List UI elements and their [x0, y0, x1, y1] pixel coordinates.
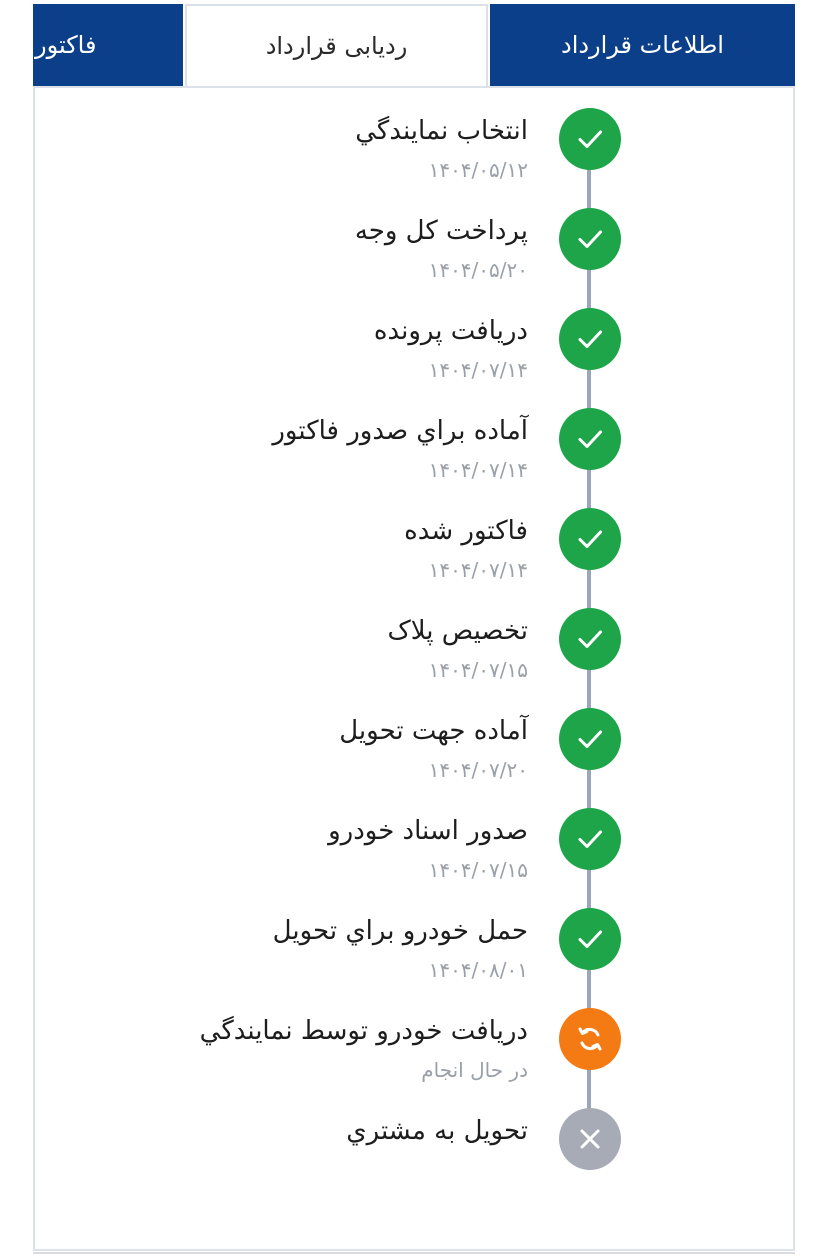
step-date: ۱۴۰۴/۰۵/۱۲ [428, 158, 528, 182]
timeline-step [0, 1008, 828, 1108]
step-title: تحويل به مشتري [346, 1116, 528, 1146]
tab-invoice-label: فاکتور [35, 31, 97, 59]
step-status-indicator [559, 608, 621, 670]
step-status-indicator [559, 708, 621, 770]
check-icon [575, 324, 605, 354]
step-date: ۱۴۰۴/۰۷/۱۵ [428, 858, 528, 882]
step-title: صدور اسناد خودرو [328, 816, 528, 846]
check-icon [575, 124, 605, 154]
step-status-indicator [559, 308, 621, 370]
timeline-step [0, 208, 828, 308]
step-status-indicator [559, 508, 621, 570]
step-status-indicator [559, 108, 621, 170]
tab-contract-tracking-label: ردیابی قرارداد [265, 32, 408, 60]
timeline-step [0, 308, 828, 408]
step-date: ۱۴۰۴/۰۷/۱۴ [428, 558, 528, 582]
tab-invoice[interactable] [33, 4, 183, 86]
step-title: آماده جهت تحويل [339, 716, 528, 746]
check-icon [575, 824, 605, 854]
timeline-step [0, 908, 828, 1008]
close-icon [577, 1126, 603, 1152]
step-date: در حال انجام [421, 1058, 528, 1082]
timeline-step [0, 108, 828, 208]
timeline-step [0, 708, 828, 808]
refresh-icon [574, 1023, 606, 1055]
step-status-indicator [559, 208, 621, 270]
check-icon [575, 524, 605, 554]
tab-contract-info[interactable] [490, 4, 795, 86]
step-title: دريافت پرونده [373, 316, 528, 346]
step-date: ۱۴۰۴/۰۸/۰۱ [428, 958, 528, 982]
check-icon [575, 924, 605, 954]
step-status-indicator [559, 908, 621, 970]
timeline-step [0, 1108, 828, 1208]
step-date: ۱۴۰۴/۰۷/۲۰ [428, 758, 528, 782]
step-title: انتخاب نمايندگي [355, 116, 528, 146]
step-date: ۱۴۰۴/۰۷/۱۴ [428, 358, 528, 382]
step-status-indicator [559, 808, 621, 870]
step-title: تخصيص پلاک [387, 616, 528, 646]
step-status-indicator [559, 1008, 621, 1070]
tab-contract-info-label: اطلاعات قرارداد [561, 31, 724, 59]
check-icon [575, 224, 605, 254]
divider [33, 1252, 795, 1254]
step-title: دريافت خودرو توسط نمايندگي [199, 1016, 528, 1046]
timeline-step [0, 608, 828, 708]
check-icon [575, 624, 605, 654]
tab-bar [33, 4, 795, 86]
timeline-step [0, 408, 828, 508]
tab-contract-tracking[interactable] [185, 4, 488, 86]
step-title: فاکتور شده [404, 516, 528, 546]
step-date: ۱۴۰۴/۰۷/۱۴ [428, 458, 528, 482]
step-title: آماده براي صدور فاکتور [272, 416, 528, 446]
step-date: ۱۴۰۴/۰۵/۲۰ [428, 258, 528, 282]
step-title: پرداخت کل وجه [354, 216, 528, 246]
step-title: حمل خودرو براي تحويل [272, 916, 528, 946]
step-status-indicator [559, 1108, 621, 1170]
step-status-indicator [559, 408, 621, 470]
timeline-step [0, 508, 828, 608]
check-icon [575, 724, 605, 754]
step-date: ۱۴۰۴/۰۷/۱۵ [428, 658, 528, 682]
timeline-step [0, 808, 828, 908]
check-icon [575, 424, 605, 454]
